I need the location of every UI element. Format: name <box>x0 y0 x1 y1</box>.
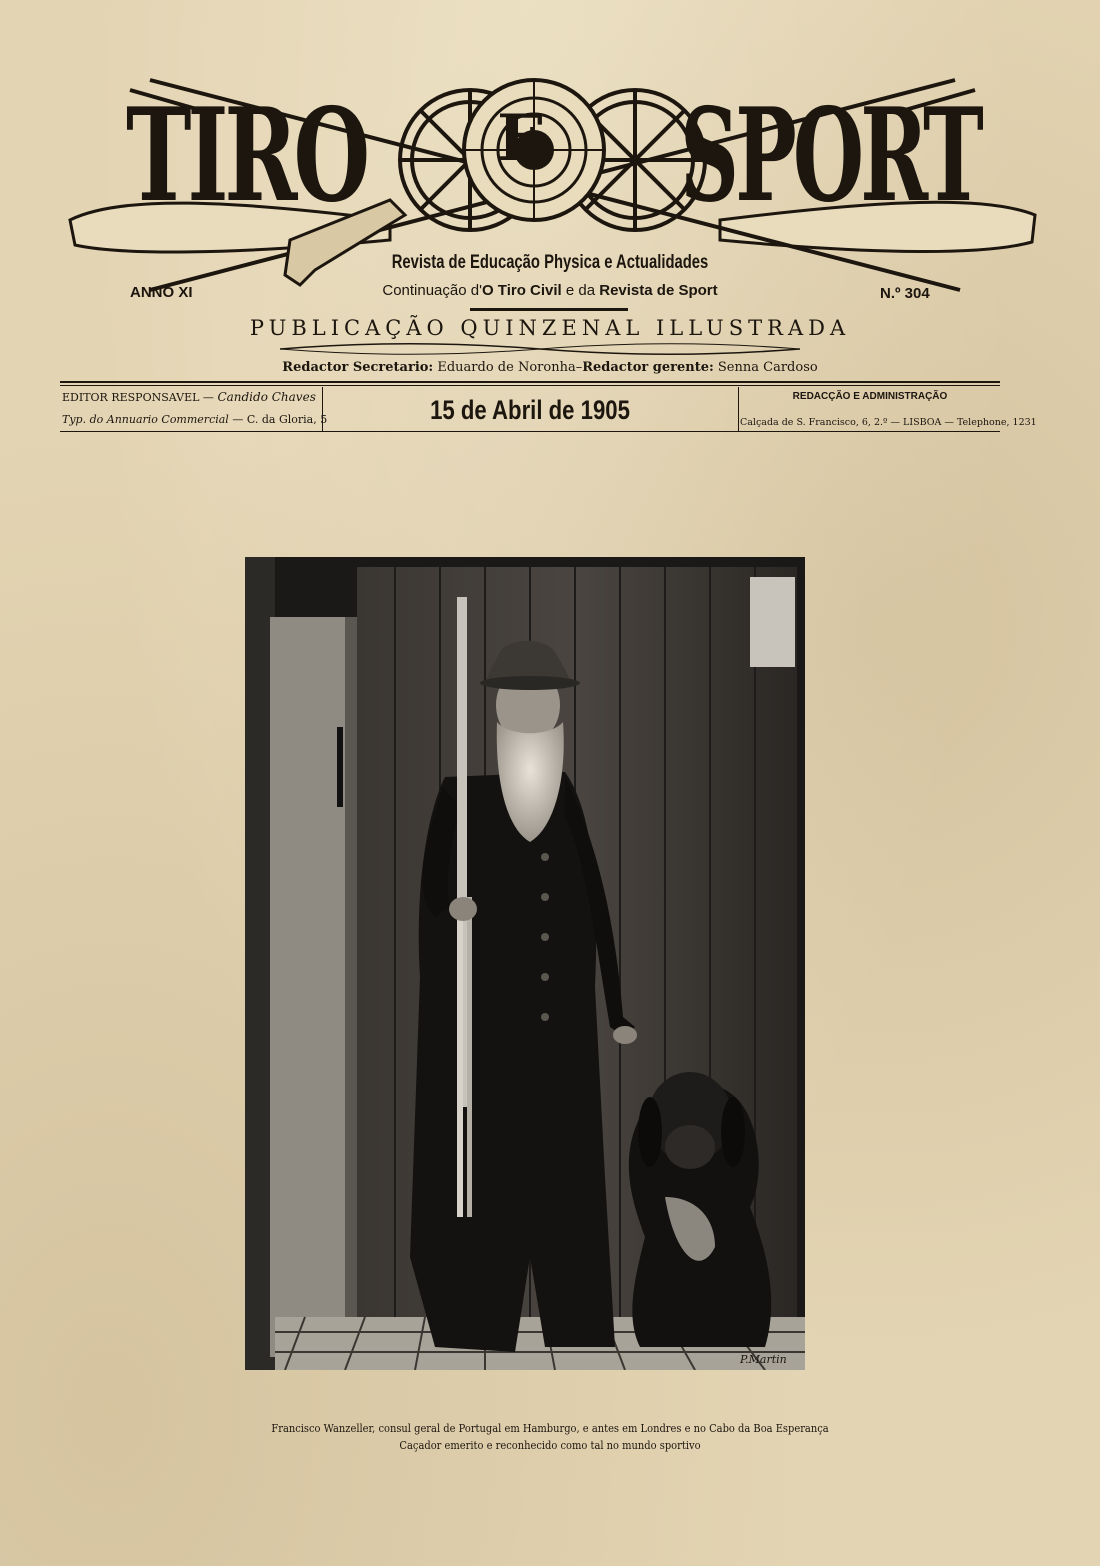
photo-caption-line1: Francisco Wanzeller, consul geral de Portugal em Hamburgo, e antes em Londres e no Cabo da Boa Esperança <box>271 1422 829 1435</box>
masthead-title-right: SPORT <box>680 81 984 231</box>
redactors-line: Redactor Secretario: Eduardo de Noronha–Redactor gerente: Senna Cardoso <box>282 360 818 375</box>
infobar-rule-top <box>60 381 1000 383</box>
typ-address: — C. da Gloria, 5 <box>232 413 328 426</box>
infobar-rule-bottom <box>60 431 1000 432</box>
portrait-photograph <box>245 557 805 1370</box>
editor-line <box>62 390 316 404</box>
typ-label: Typ. do Annuario Commercial <box>62 413 229 426</box>
infobar-rule-top-thin <box>60 385 1000 386</box>
redactor-gerente-label: Redactor gerente: <box>582 360 714 375</box>
publication-type: PUBLICAÇÃO QUINZENAL ILLUSTRADA <box>249 316 851 340</box>
redactor-secretario-label: Redactor Secretario: <box>282 360 434 375</box>
masthead-title-left: TIRO <box>126 81 367 231</box>
continuation-mid: e da <box>561 282 600 299</box>
typ-line <box>62 413 327 426</box>
issue-date: 15 de Abril de 1905 <box>430 395 630 425</box>
editor-name: Candido Chaves <box>217 390 316 404</box>
masthead-title-mid: E <box>497 101 546 176</box>
redactor-secretario: Eduardo de Noronha <box>437 360 576 375</box>
issue-number: N.º 304 <box>880 285 930 302</box>
photo-signature: P.Martin <box>740 1353 787 1366</box>
continuation-tiro-civil: O Tiro Civil <box>481 282 562 299</box>
redactor-gerente: Senna Cardoso <box>717 360 818 375</box>
editor-label: EDITOR RESPONSAVEL — <box>62 391 214 404</box>
anno-label: ANNO XI <box>130 284 193 301</box>
masthead-rule <box>470 308 628 311</box>
redaccao-heading: REDACÇÃO E ADMINISTRAÇÃO <box>792 391 948 402</box>
infobar-separator <box>738 387 739 431</box>
photo-caption-line2: Caçador emerito e reconhecido como tal no mundo sportivo <box>399 1439 701 1452</box>
continuation-prefix: Continuação d' <box>382 282 482 299</box>
masthead-subtitle: Revista de Educação Physica e Actualidades <box>391 252 709 273</box>
ornament-divider <box>280 340 800 358</box>
redaccao-address: Calçada de S. Francisco, 6, 2.º — LISBOA — Telephone, 1231 <box>740 417 1037 428</box>
continuation-revista-sport: Revista de Sport <box>599 282 718 299</box>
